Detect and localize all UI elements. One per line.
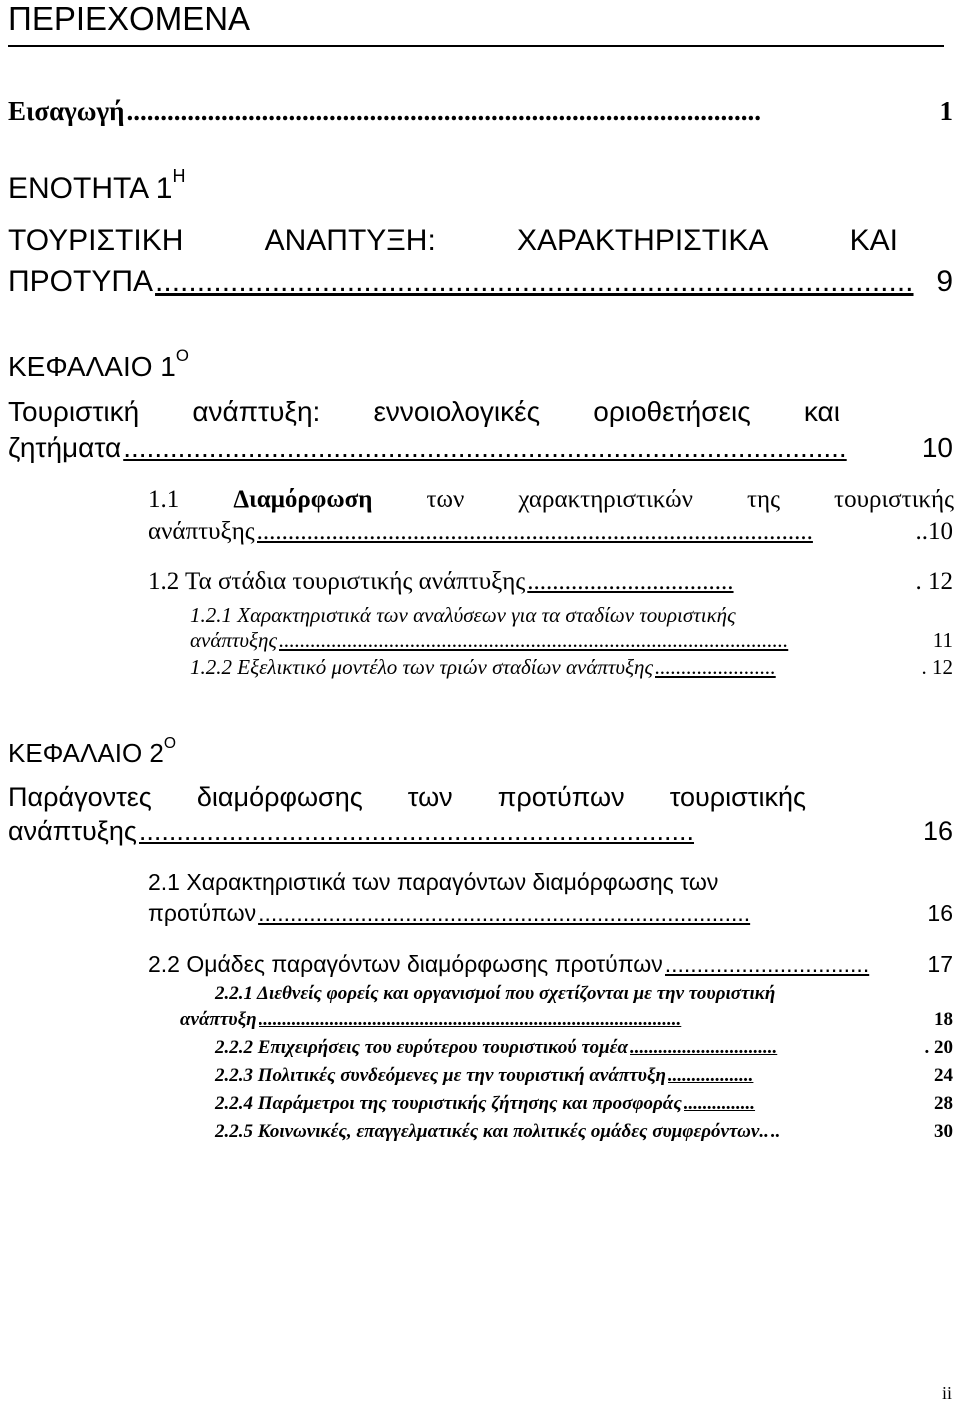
toc-page: 11 xyxy=(932,628,953,652)
toc-entry-chapter-2-line1[interactable] xyxy=(8,782,806,813)
toc-entry-2-2-1[interactable] xyxy=(180,1009,953,1031)
word: των xyxy=(407,782,453,812)
word: προτύπων xyxy=(497,782,625,812)
toc-entry-text: ανάπτυξης xyxy=(8,816,137,846)
page-title: ΠΕΡΙΕΧΟΜΕΝΑ xyxy=(8,0,251,37)
chapter-1-label: ΚΕΦΑΛΑΙΟ 1 xyxy=(8,351,176,383)
word: ανάπτυξη: xyxy=(192,396,321,427)
toc-leader: ................................. xyxy=(527,568,734,595)
toc-leader: ................................ xyxy=(664,951,870,977)
word: τουριστικής xyxy=(669,782,806,812)
word: Τουριστική xyxy=(8,396,140,427)
toc-entry-chapter-1-line1[interactable] xyxy=(8,396,840,428)
toc-leader: ........................................................................................... xyxy=(155,265,914,298)
toc-entry-text: 1.2 Τα στάδια τουριστικής ανάπτυξης xyxy=(148,568,526,595)
toc-leader: .................. xyxy=(667,1065,754,1086)
toc-page: 10 xyxy=(921,432,953,463)
toc-entry-text: 2.2.3 Πολιτικές συνδεόμενες με την τουριστική ανάπτυξη xyxy=(215,1065,666,1086)
toc-page: 9 xyxy=(936,265,953,298)
chapter-2-heading xyxy=(8,735,176,769)
toc-entry-chapter-1[interactable] xyxy=(8,432,953,464)
toc-leader: .............................................................................................. xyxy=(126,96,761,126)
toc-entry-1-2-2[interactable] xyxy=(190,655,953,680)
toc-page: 28 xyxy=(934,1093,953,1114)
word: χαρακτηριστικών xyxy=(518,486,693,513)
toc-entry-2-2-3[interactable] xyxy=(215,1065,953,1087)
toc-leader: ......................................................................................... xyxy=(258,1009,682,1030)
toc-leader: ......................................................................................... xyxy=(256,518,813,545)
toc-entry-text: ανάπτυξης xyxy=(148,518,255,545)
toc-leader: .. xyxy=(770,1121,781,1142)
chapter-1-sup: Ο xyxy=(175,346,189,365)
toc-leader: ............................................................................. xyxy=(258,900,751,926)
toc-page: 24 xyxy=(934,1065,953,1086)
toc-entry-1-1[interactable] xyxy=(148,518,953,546)
word: και xyxy=(803,396,840,427)
toc-entry-text: 2.2.4 Παράμετροι της τουριστικής ζήτησης και προσφοράς xyxy=(215,1093,682,1114)
toc-leader: ............................... xyxy=(630,1037,778,1058)
toc-entry-text: ζητήματα xyxy=(8,432,122,463)
toc-entry-text: Εισαγωγή xyxy=(8,96,125,126)
unit-1-heading xyxy=(8,166,185,206)
toc-leader: .......................................................................... xyxy=(138,816,695,846)
word: διαμόρφωσης xyxy=(196,782,363,812)
toc-leader: ............................................................................................. xyxy=(123,432,847,463)
word: της xyxy=(746,486,780,513)
toc-leader: ................................................................................................. xyxy=(278,628,789,652)
toc-page: 18 xyxy=(934,1009,953,1030)
title-underline xyxy=(8,45,944,47)
toc-entry-text: ανάπτυξης xyxy=(190,628,277,652)
toc-entry-text: 2.2.2 Επιχειρήσεις του ευρύτερου τουριστικού τομέα xyxy=(215,1037,628,1058)
toc-entry-2-2-4[interactable] xyxy=(215,1093,953,1115)
word: εννοιολογικές xyxy=(373,396,541,427)
word: ΑΝΑΠΤΥΞΗ: xyxy=(264,224,436,257)
toc-entry-2-2-1-line1[interactable]: 2.2.1 Διεθνείς φορείς και οργανισμοί που σχετίζονται με την τουριστική xyxy=(215,983,776,1004)
word: Παράγοντες xyxy=(8,782,152,812)
toc-entry-chapter-2[interactable] xyxy=(8,816,953,847)
word: τουριστικής xyxy=(834,486,954,513)
toc-entry-1-2-1-line1[interactable]: 1.2.1 Χαρακτηριστικά των αναλύσεων για τα σταδίων τουριστικής xyxy=(190,603,736,627)
toc-page: 30 xyxy=(934,1121,953,1142)
toc-page: 1 xyxy=(939,96,953,126)
toc-page: . 12 xyxy=(921,655,953,679)
toc-entry-2-2-5[interactable] xyxy=(215,1121,953,1143)
toc-entry-1-2[interactable] xyxy=(148,568,953,596)
toc-entry-text: ανάπτυξη xyxy=(180,1009,257,1030)
unit-1-label: ΕΝΟΤΗΤΑ 1 xyxy=(8,172,173,206)
word: ΧΑΡΑΚΤΗΡΙΣΤΙΚΑ xyxy=(517,224,769,257)
toc-entry-text: προτύπων xyxy=(148,900,257,926)
word: ΚΑΙ xyxy=(849,224,898,257)
toc-entry-2-1[interactable] xyxy=(148,900,953,927)
unit-1-sup: Η xyxy=(172,166,186,186)
toc-page: . 12 xyxy=(915,568,953,595)
word: οριοθετήσεις xyxy=(593,396,751,427)
toc-page: . 20 xyxy=(924,1037,953,1058)
toc-entry-unit-1-line1[interactable] xyxy=(8,224,898,258)
word: ΤΟΥΡΙΣΤΙΚΗ xyxy=(8,224,184,257)
toc-page: 17 xyxy=(927,951,953,977)
toc-entry-text: 2.2.5 Κοινωνικές, επαγγελματικές και πολιτικές ομάδες συμφερόντων.. xyxy=(215,1121,769,1142)
toc-page: 16 xyxy=(922,816,953,846)
chapter-1-heading xyxy=(8,346,189,383)
chapter-2-label: ΚΕΦΑΛΑΙΟ 2 xyxy=(8,738,164,769)
toc-entry-text: 2.2 Ομάδες παραγόντων διαμόρφωσης προτύπων xyxy=(148,951,663,977)
toc-entry-2-1-line1[interactable]: 2.1 Χαρακτηριστικά των παραγόντων διαμόρφωσης των xyxy=(148,869,719,895)
toc-entry-2-2[interactable] xyxy=(148,951,953,978)
page-number: ii xyxy=(941,1383,952,1403)
toc-entry-1-2-1[interactable] xyxy=(190,628,953,653)
toc-page: ..10 xyxy=(915,518,953,545)
word: 1.1 xyxy=(148,486,180,513)
toc-entry-text: 1.2.2 Εξελικτικό μοντέλο των τριών σταδίων ανάπτυξης xyxy=(190,655,653,679)
toc-entry-1-1-line1[interactable] xyxy=(148,486,954,514)
toc-entry-unit-1[interactable] xyxy=(8,265,953,299)
toc-entry-2-2-2[interactable] xyxy=(215,1037,953,1059)
toc-page: 16 xyxy=(927,900,953,926)
toc-leader: ....................... xyxy=(654,655,776,679)
word: των xyxy=(426,486,465,513)
toc-entry-intro[interactable] xyxy=(8,96,953,127)
chapter-2-sup: Ο xyxy=(163,735,177,752)
toc-entry-text: ΠΡΟΤΥΠΑ xyxy=(8,265,154,298)
toc-leader: ............... xyxy=(683,1093,756,1114)
word: Διαμόρφωση xyxy=(233,486,373,513)
